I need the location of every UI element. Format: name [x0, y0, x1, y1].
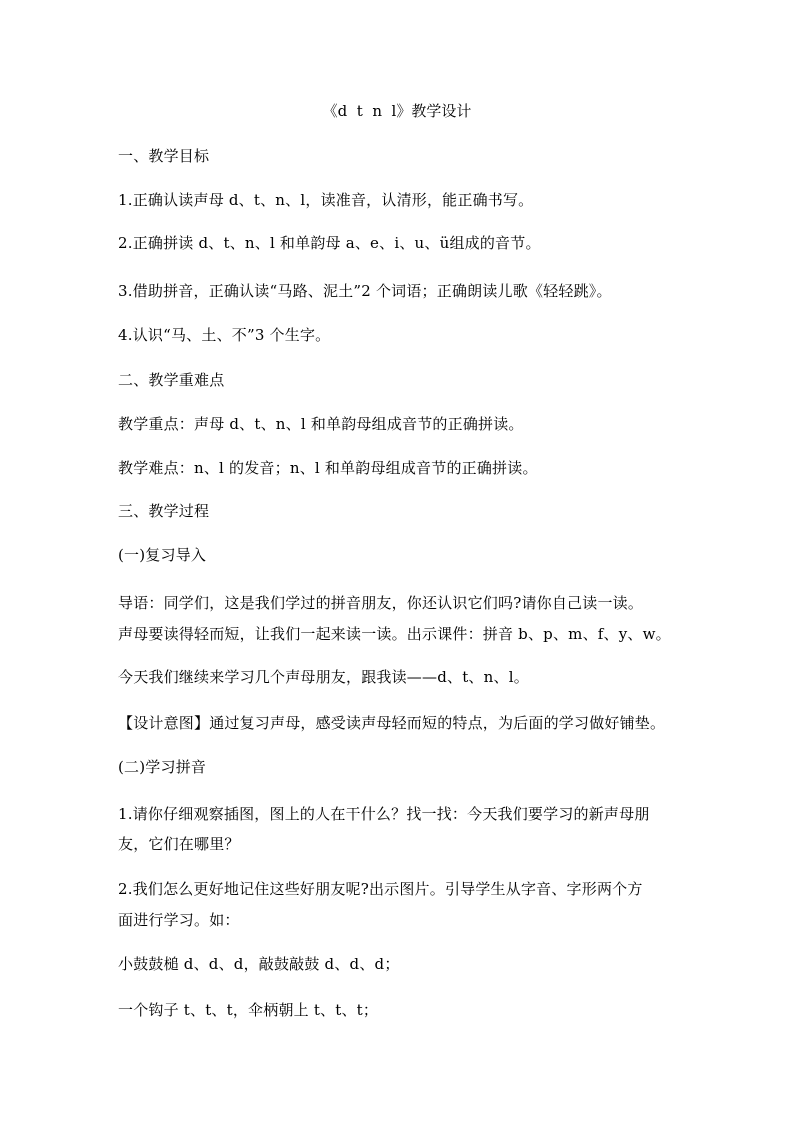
intro-paragraph-line-3: 今天我们继续来学习几个声母朋友，跟我读——d、t、n、l。 — [118, 668, 529, 686]
subsection-heading-review: (一)复习导入 — [118, 546, 207, 564]
step-1-line-2: 友，它们在哪里？ — [118, 835, 240, 853]
goal-item-4: 4.认识“马、土、不”3 个生字。 — [118, 326, 331, 344]
intro-paragraph-line-2: 声母要读得轻而短，让我们一起来读一读。出示课件：拼音 b、p、m、f、y、w。 — [118, 625, 671, 643]
document-title: 《d t n l》教学设计 — [322, 102, 472, 120]
section-heading-process: 三、教学过程 — [118, 502, 210, 520]
rhyme-d: 小鼓鼓槌 d、d、d，敲鼓敲鼓 d、d、d； — [118, 955, 400, 973]
section-heading-goals: 一、教学目标 — [118, 147, 210, 165]
goal-item-1: 1.正确认读声母 d、t、n、l，读准音，认清形，能正确书写。 — [118, 191, 534, 209]
intro-paragraph-line-1: 导语：同学们，这是我们学过的拼音朋友，你还认识它们吗?请你自己读一读。 — [118, 594, 644, 612]
rhyme-t: 一个钩子 t、t、t，伞柄朝上 t、t、t； — [118, 1001, 379, 1019]
goal-item-3: 3.借助拼音，正确认读“马路、泥土”2 个词语；正确朗读儿歌《轻轻跳》。 — [118, 282, 612, 300]
subsection-heading-learn-pinyin: (二)学习拼音 — [118, 758, 207, 776]
difficult-point-text: 教学难点：n、l 的发音；n、l 和单韵母组成音节的正确拼读。 — [118, 459, 538, 477]
step-1-line-1: 1.请你仔细观察插图，图上的人在干什么？找一找：今天我们要学习的新声母朋 — [118, 805, 650, 823]
key-point-text: 教学重点：声母 d、t、n、l 和单韵母组成音节的正确拼读。 — [118, 415, 524, 433]
section-heading-key-points: 二、教学重难点 — [118, 371, 225, 389]
step-2-line-1: 2.我们怎么更好地记住这些好朋友呢?出示图片。引导学生从字音、字形两个方 — [118, 880, 643, 898]
goal-item-2: 2.正确拼读 d、t、n、l 和单韵母 a、e、i、u、ü组成的音节。 — [118, 234, 541, 252]
step-2-line-2: 面进行学习。如： — [118, 911, 240, 929]
design-intent-text: 【设计意图】通过复习声母，感受读声母轻而短的特点，为后面的学习做好铺垫。 — [118, 714, 666, 732]
